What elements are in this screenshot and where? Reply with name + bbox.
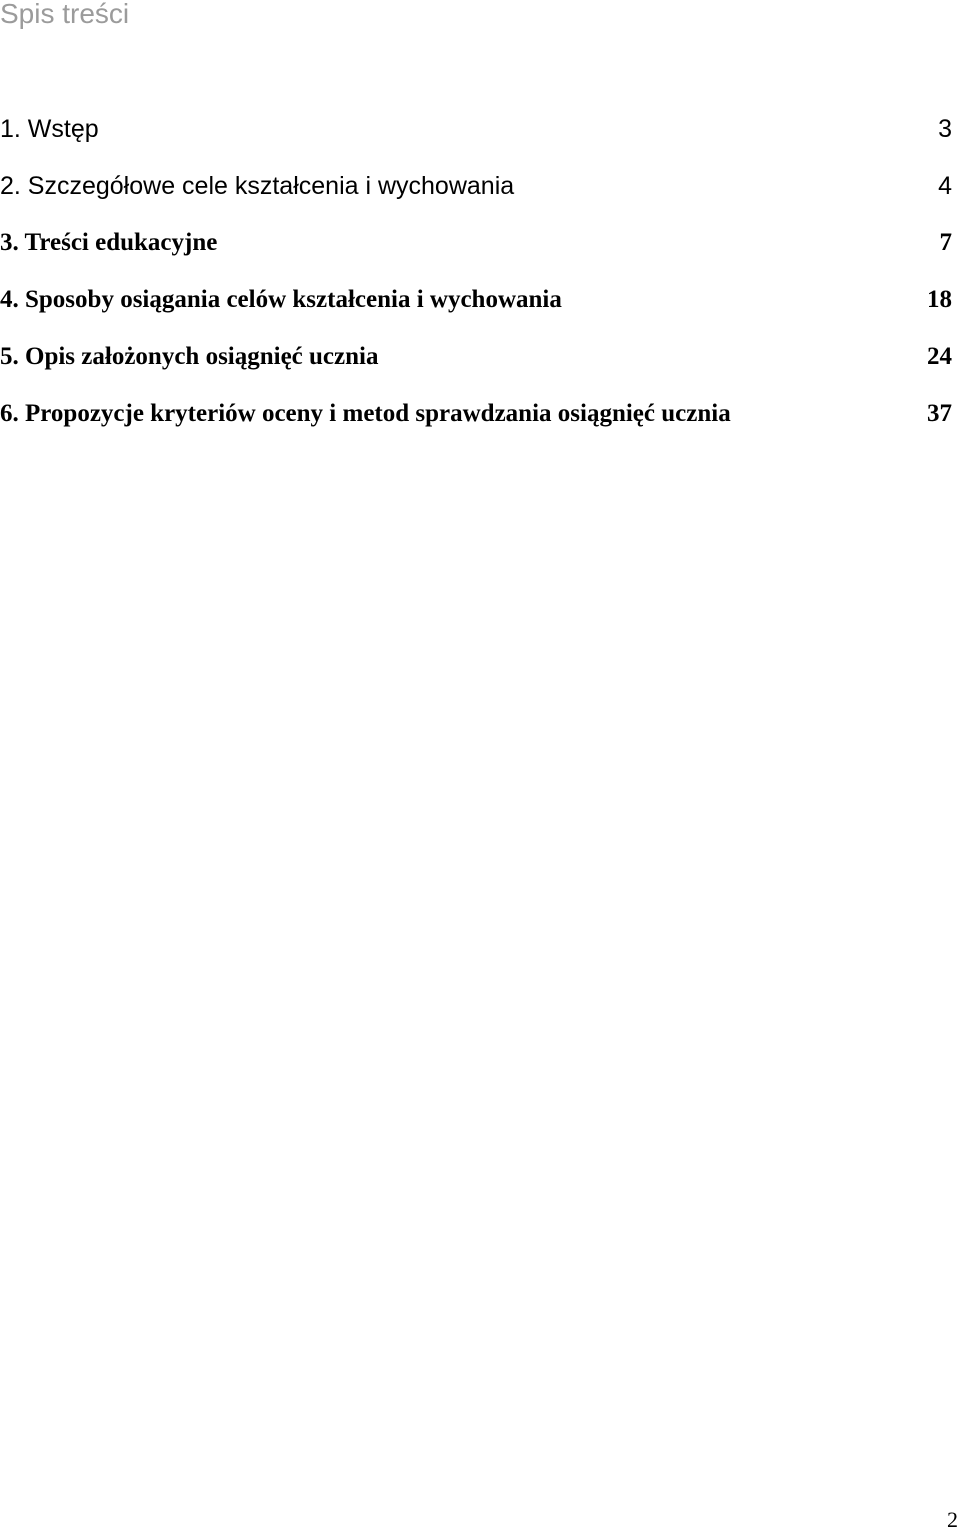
- toc-entry-page: 18: [927, 286, 952, 313]
- toc-entry-page: 37: [927, 400, 952, 427]
- toc-entry-label[interactable]: 5. Opis założonych osiągnięć ucznia: [0, 343, 379, 370]
- toc-entry-6[interactable]: [0, 397, 952, 431]
- page-title: Spis treści: [0, 0, 130, 29]
- toc-entry-page: 7: [939, 229, 952, 256]
- toc-entry-4[interactable]: [0, 283, 952, 317]
- toc-entry-page: 4: [938, 172, 952, 200]
- toc-entry-5[interactable]: [0, 340, 952, 374]
- toc-entry-1[interactable]: [0, 112, 952, 146]
- page-number: 2: [947, 1507, 958, 1532]
- toc-entry-label[interactable]: 6. Propozycje kryteriów oceny i metod sprawdzania osiągnięć ucznia: [0, 400, 731, 427]
- toc-entry-2[interactable]: [0, 169, 952, 203]
- toc-entry-3[interactable]: [0, 226, 952, 260]
- toc-entry-page: 3: [938, 115, 952, 143]
- toc-entry-label[interactable]: 1. Wstęp: [0, 115, 99, 143]
- toc-entry-label[interactable]: 4. Sposoby osiągania celów kształcenia i wychowania: [0, 286, 562, 313]
- toc-entry-label[interactable]: 3. Treści edukacyjne: [0, 229, 218, 256]
- toc-entry-label[interactable]: 2. Szczegółowe cele kształcenia i wychowania: [0, 172, 515, 200]
- toc-entry-page: 24: [927, 343, 952, 370]
